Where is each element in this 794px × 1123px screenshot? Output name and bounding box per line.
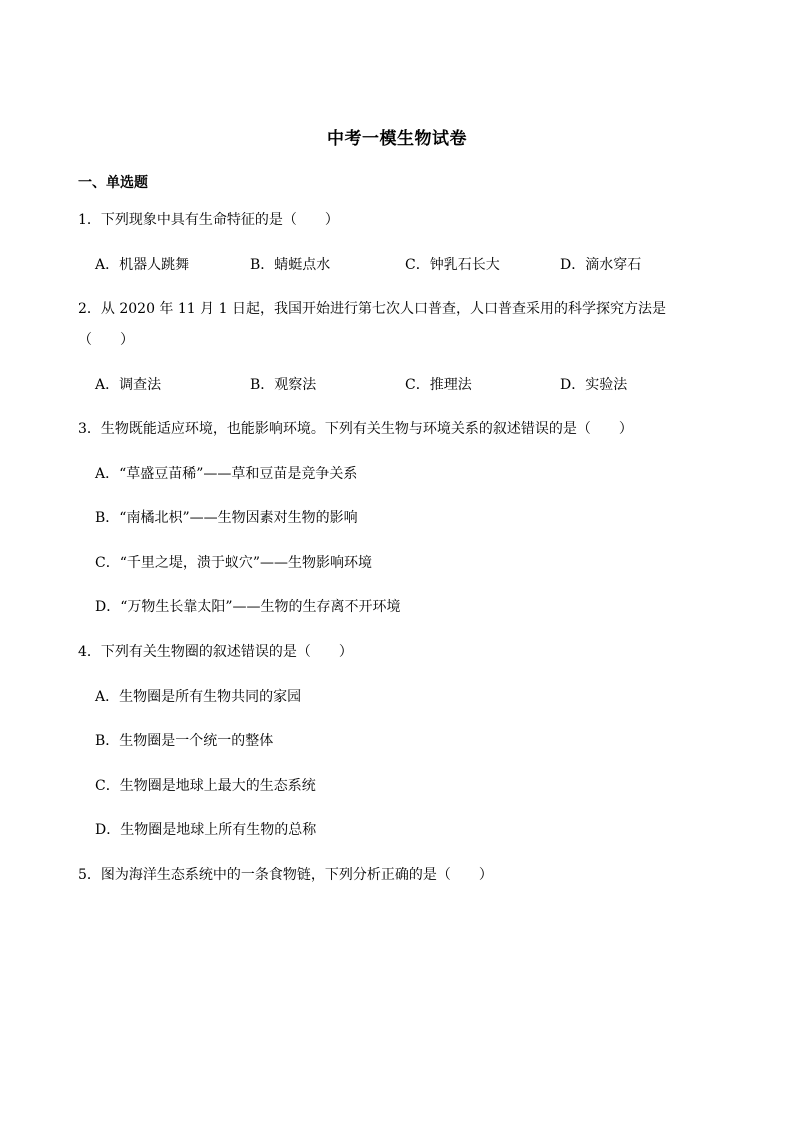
question-1-option-c: C．钟乳石长大 [405, 257, 500, 273]
question-3-option-a: A．“草盛豆苗稀”——草和豆苗是竞争关系 [95, 466, 358, 482]
question-3-option-d: D．“万物生长靠太阳”——生物的生存离不开环境 [95, 599, 401, 615]
question-2-stem-continued: （ ） [78, 332, 134, 348]
question-1-option-d: D．滴水穿石 [560, 257, 642, 273]
question-5-stem: 5．图为海洋生态系统中的一条食物链，下列分析正确的是（ ） [78, 867, 493, 883]
question-4-option-b: B．生物圈是一个统一的整体 [95, 733, 274, 749]
question-2-option-c: C．推理法 [405, 377, 472, 393]
question-2-option-b: B．观察法 [250, 377, 317, 393]
question-4-option-a: A．生物圈是所有生物共同的家园 [95, 689, 302, 705]
question-1-option-a: A．机器人跳舞 [95, 257, 190, 273]
question-4-stem: 4．下列有关生物圈的叙述错误的是（ ） [78, 644, 353, 660]
question-1-option-b: B．蜻蜓点水 [250, 257, 331, 273]
page-title: 中考一模生物试卷 [327, 129, 467, 149]
question-3-option-c: C．“千里之堤，溃于蚁穴”——生物影响环境 [95, 555, 373, 571]
question-2-stem: 2．从 2020 年 11 月 1 日起，我国开始进行第七次人口普查，人口普查采用的科学探究方法是 [78, 301, 666, 317]
section-heading: 一、单选题 [78, 175, 148, 191]
question-4-option-d: D．生物圈是地球上所有生物的总称 [95, 822, 317, 838]
question-4-option-c: C．生物圈是地球上最大的生态系统 [95, 778, 316, 794]
question-2-option-a: A．调查法 [95, 377, 162, 393]
question-3-stem: 3．生物既能适应环境，也能影响环境。下列有关生物与环境关系的叙述错误的是（ ） [78, 421, 633, 437]
question-2-option-d: D．实验法 [560, 377, 628, 393]
question-3-option-b: B．“南橘北枳”——生物因素对生物的影响 [95, 510, 358, 526]
question-1-stem: 1．下列现象中具有生命特征的是（ ） [78, 212, 339, 228]
